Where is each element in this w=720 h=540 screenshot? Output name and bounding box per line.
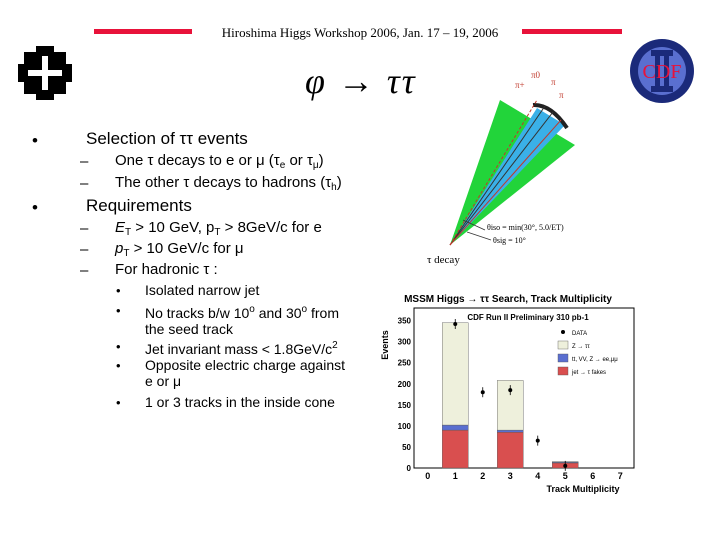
dot-h2: • [116, 303, 121, 318]
data-point [508, 388, 512, 392]
req-et-end: > 8GeV/c for e [220, 219, 322, 236]
dot-h3: • [116, 339, 121, 354]
one-tau-text: One τ decays to e or μ (τ [115, 152, 280, 169]
hadronic-charge [145, 357, 345, 389]
y-tick-label: 150 [397, 400, 411, 410]
header-bar-right [522, 29, 622, 34]
label-pi-plus: π+ [515, 80, 525, 90]
x-axis-label: Track Multiplicity [546, 484, 620, 494]
workshop-header: Hiroshima Higgs Workshop 2006, Jan. 17 – 19, 2006 [221, 25, 499, 40]
x-tick-label: 6 [590, 471, 596, 481]
bar-segment [442, 430, 468, 468]
dash-5: – [80, 262, 89, 279]
dot-h4: • [116, 358, 121, 373]
legend-swatch [558, 367, 568, 375]
req-et-mid: > 10 GeV, p [131, 219, 215, 236]
no-tracks-c: from [307, 305, 339, 321]
legend-label: DATA [572, 331, 588, 337]
bar-segment [442, 323, 468, 425]
fermilab-logo [14, 42, 76, 104]
hadronic-no-tracks: No tracks b/w 10$^o$ and 30$^o$ from the seed track [145, 304, 339, 337]
track-multiplicity-chart [378, 290, 640, 498]
req-p-end: > 10 GeV/c for μ [129, 240, 244, 257]
y-tick-label: 50 [402, 442, 411, 452]
theta-sig-arrow [467, 232, 491, 240]
req-hadronic: For hadronic τ : [115, 261, 218, 278]
tau-decay-diagram [425, 60, 625, 270]
x-tick-label: 4 [535, 471, 541, 481]
cdf-logo [627, 36, 697, 106]
other-tau-text: The other τ decays to hadrons (τ [115, 174, 332, 191]
one-tau-end: ) [318, 152, 324, 169]
dash-2: – [80, 175, 89, 192]
other-tau-end: ) [336, 174, 342, 191]
x-tick-label: 1 [452, 471, 458, 481]
y-tick-label: 350 [397, 316, 411, 326]
bullet-selection-label: Selection of ττ events [86, 129, 248, 148]
legend-label: tt, VV, Z → ee,μμ [572, 357, 618, 363]
dot-h1: • [116, 283, 121, 298]
y-axis-label: Events [380, 330, 390, 360]
data-point [563, 464, 567, 468]
mass-text: Jet invariant mass < 1.8GeV/c [145, 341, 333, 357]
data-point [453, 322, 457, 326]
x-tick-label: 2 [480, 471, 486, 481]
req-p-sub: T [123, 248, 130, 259]
label-theta-sig: θsig = 10° [493, 236, 526, 245]
y-tick-label: 250 [397, 358, 411, 368]
dash-3: – [80, 220, 89, 237]
header-bar-left [94, 29, 192, 34]
req-pt-mu [115, 240, 244, 259]
label-pi-zero: π0 [531, 70, 541, 80]
x-tick-label: 7 [617, 471, 623, 481]
label-theta-iso: θiso = min(30°, 5.0/ET) [487, 223, 564, 232]
label-pi-a: π [551, 77, 556, 87]
one-tau-mid: or τ [285, 152, 313, 169]
chart-title: MSSM Higgs → ττ Search, Track Multiplicity [404, 294, 612, 305]
req-et-sub: T [125, 227, 132, 238]
no-tracks-a: No tracks b/w 10 [145, 305, 250, 321]
x-tick-label: 3 [507, 471, 513, 481]
formula-phi-tautau: φ → ττ [305, 61, 417, 101]
bar-segment [497, 432, 523, 468]
dash-1: – [80, 153, 89, 170]
chart-subtitle: CDF Run II Preliminary 310 pb-1 [467, 313, 589, 322]
y-tick-label: 100 [397, 421, 411, 431]
tau-h-sub: h [331, 182, 337, 193]
hadronic-mass [145, 338, 338, 357]
req-et-pt [115, 219, 322, 238]
legend-label: jet → τ fakes [572, 370, 607, 376]
x-tick-label: 0 [425, 471, 431, 481]
y-tick-label: 300 [397, 337, 411, 347]
cdf-logo-text: CDF [642, 61, 682, 83]
y-tick-label: 200 [397, 379, 411, 389]
bullet-requirements-label: Requirements [86, 196, 192, 215]
no-tracks-line2: the seed track [145, 321, 233, 337]
hadronic-tracks: 1 or 3 tracks in the inside cone [145, 394, 335, 410]
legend-label: Z → ττ [572, 344, 590, 350]
data-point [481, 390, 485, 394]
legend-swatch [558, 341, 568, 349]
legend-swatch [558, 354, 568, 362]
legend-marker [561, 330, 565, 334]
bar-segment [497, 430, 523, 432]
charge-line1: Opposite electric charge against [145, 357, 345, 373]
dot-h5: • [116, 395, 121, 410]
bullet-dot-1: • [32, 131, 38, 150]
x-tick-label: 5 [562, 471, 568, 481]
bar-segment [442, 425, 468, 430]
req-p-text: p [115, 240, 124, 257]
req-pt-sub: T [214, 227, 221, 238]
no-tracks-b: and 30 [254, 305, 302, 321]
charge-line2: e or μ [145, 373, 182, 389]
data-point [536, 439, 540, 443]
bullet-dot-2: • [32, 198, 38, 217]
y-tick-label: 0 [406, 464, 411, 473]
mass-sup: 2 [332, 340, 338, 351]
label-tau-decay: τ decay [427, 254, 460, 266]
hadronic-isolated: Isolated narrow jet [145, 282, 260, 298]
dash-4: – [80, 241, 89, 258]
tau-mu-sub: μ [312, 160, 319, 171]
label-pi-b: π [559, 90, 564, 100]
tau-e-sub: e [279, 160, 286, 171]
bullet-one-tau [115, 152, 324, 171]
req-et-text: E [115, 219, 126, 236]
bullet-other-tau [115, 174, 342, 193]
